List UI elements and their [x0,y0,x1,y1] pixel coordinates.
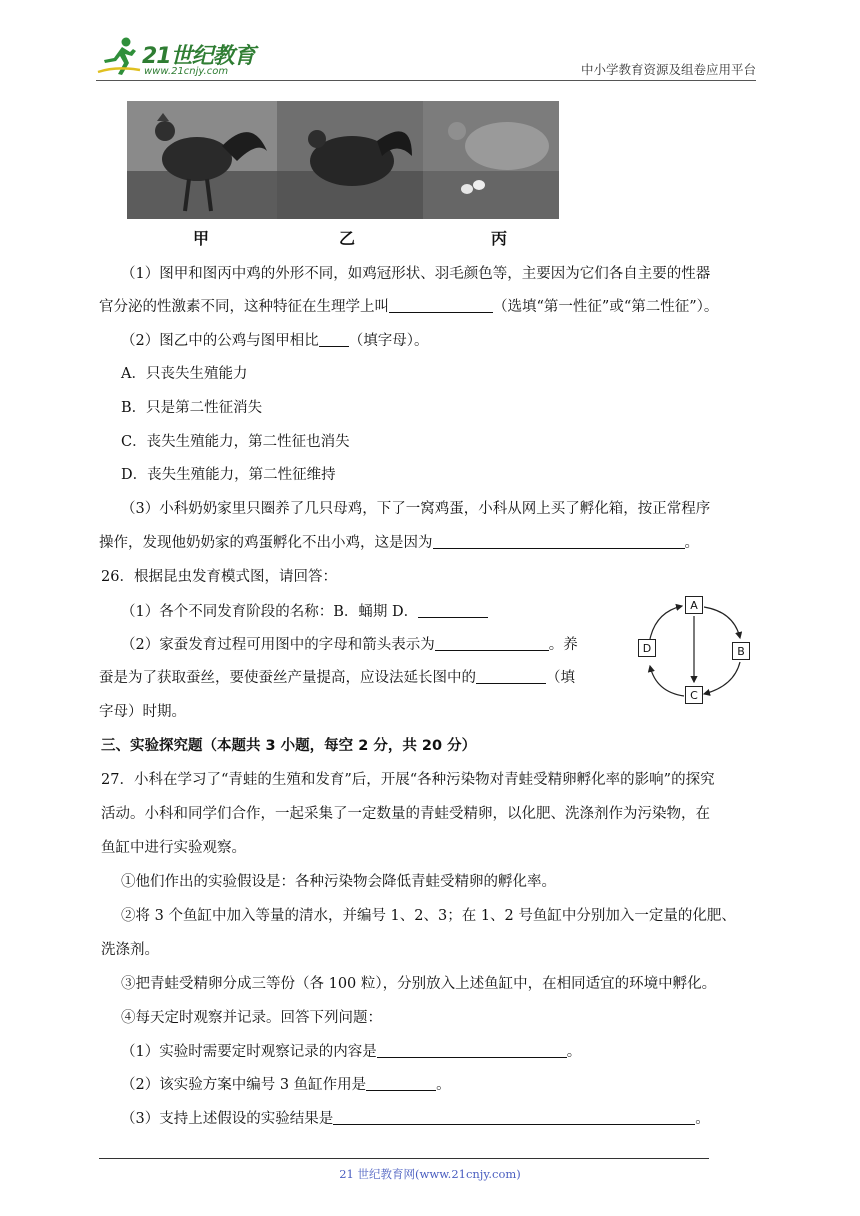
answer-blank-8[interactable] [366,1075,436,1091]
header-rule [96,80,756,81]
q25-option-c: C．丧失生殖能力，第二性征也消失 [121,434,350,450]
footer-text: 21 世纪教育网(www.21cnjy.com) [339,1167,521,1181]
header-platform-text: 中小学教育资源及组卷应用平台 [580,62,756,77]
q25-option-d: D．丧失生殖能力，第二性征维持 [121,467,336,483]
q26-part1: （1）各个不同发育阶段的名称：B．蛹期 D． [121,602,488,622]
q26-part2-line1: （2）家蚕发育过程可用图中的字母和箭头表示为 。养 [121,637,578,653]
q27-step3: ③把青蛙受精卵分成三等份（各 100 粒），分别放入上述鱼缸中，在相同适宜的环境中孵化。 [121,976,717,992]
answer-blank-9[interactable] [333,1109,695,1125]
q27-step2-line1: ②将 3 个鱼缸中加入等量的清水，并编号 1、2、3；在 1、2 号鱼缸中分别加入一定量的化肥、 [121,908,736,924]
answer-blank-6[interactable] [476,668,546,684]
q26-title: 26．根据昆虫发育模式图，请回答： [101,569,337,585]
q25-part1-line1: （1）图甲和图丙中鸡的外形不同，如鸡冠形状、羽毛颜色等，主要因为它们各自主要的性器 [121,266,711,282]
q27-line2: 活动。小科和同学们合作，一起采集了一定数量的青蛙受精卵，以化肥、洗涤剂作为污染物，在 [101,806,710,822]
logo-url: www.21cnjy.com [144,66,229,77]
q25-part3-line1: （3）小科奶奶家里只圈养了几只母鸡，下了一窝鸡蛋，小科从网上买了孵化箱，按正常程序 [121,501,711,517]
insect-development-diagram [634,594,756,710]
q27-step1: ①他们作出的实验假设是：各种污染物会降低青蛙受精卵的孵化率。 [121,874,556,890]
figure-label-bing: 丙 [491,229,508,248]
figure-label-yi: 乙 [339,229,356,248]
runner-logo-icon [96,36,144,78]
q27-line3: 鱼缸中进行实验观察。 [101,840,246,856]
section-3-title: 三、实验探究题（本题共 3 小题，每空 2 分，共 20 分） [101,738,477,754]
q27-question1: （1）实验时需要定时观察记录的内容是 。 [121,1044,582,1060]
answer-blank-7[interactable] [377,1042,567,1058]
q25-option-b: B．只是第二性征消失 [121,400,263,416]
answer-blank-2[interactable] [319,331,349,347]
answer-blank-5[interactable] [435,635,549,651]
q25-part1-line2: 官分泌的性激素不同，这种特征在生理学上叫 （选填“第一性征”或“第二性征”）。 [99,299,719,315]
q25-option-a: A．只丧失生殖能力 [121,366,248,382]
footer-rule [99,1158,709,1159]
answer-blank-4[interactable] [418,602,488,618]
stage-b-box: B [732,642,750,660]
chicken-photo-strip [127,101,559,219]
q26-part2-line3: 字母）时期。 [99,704,186,720]
stage-a-box: A [685,596,703,614]
q25-part2: （2）图乙中的公鸡与图甲相比 （填字母）。 [121,333,429,349]
answer-blank-3[interactable] [433,533,685,549]
stage-d-box: D [638,639,656,657]
answer-blank-1[interactable] [389,297,493,313]
figure-label-jia: 甲 [193,229,210,248]
logo [96,36,266,80]
q27-question2: （2）该实验方案中编号 3 鱼缸作用是 。 [121,1077,451,1093]
q27-step2-line2: 洗涤剂。 [101,942,159,958]
q26-part2-line2: 蚕是为了获取蚕丝，要使蚕丝产量提高，应设法延长图中的 （填 [99,670,575,686]
q27-step4: ④每天定时观察并记录。回答下列问题： [121,1010,382,1026]
logo-title: 21世纪教育 [142,44,255,69]
chicken-photos-image [127,101,559,219]
q25-part3-line2: 操作，发现他奶奶家的鸡蛋孵化不出小鸡，这是因为 。 [99,535,699,551]
stage-c-box: C [685,686,703,704]
q27-line1: 27．小科在学习了“青蛙的生殖和发育”后，开展“各种污染物对青蛙受精卵孵化率的影响”的探究 [101,772,715,788]
q27-question3: （3）支持上述假设的实验结果是 。 [121,1111,710,1127]
